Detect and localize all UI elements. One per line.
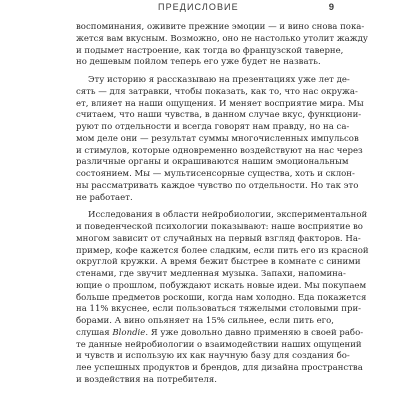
text-line: и поведенческой психологии показывают: наше восприятие во bbox=[76, 222, 363, 232]
text-line: и воздействия на потребителя. bbox=[76, 374, 217, 385]
text-line: различные органы и окрашиваются нашим эмоциональным bbox=[76, 157, 349, 168]
text-line: и стимулов, которые одновременно воздействуют на нас через bbox=[76, 145, 363, 156]
text-line: не работает. bbox=[76, 192, 133, 203]
text-line: борами. А вино опьяняет на 15% сильнее, если пить его, bbox=[76, 316, 334, 326]
page-number: 9 bbox=[328, 2, 334, 13]
text-line: мом деле они — результат суммы многочисленных импульсов bbox=[76, 133, 359, 144]
text-line: Эту историю я рассказываю на презентациях уже лет де- bbox=[88, 75, 350, 85]
text-line: те данные нейробиологии о взаимодействии наших ощущений bbox=[76, 339, 362, 350]
text-line: воспоминания, оживите прежние эмоции — и вино снова пока- bbox=[76, 22, 365, 32]
text-line: но дешевым пойлом теперь его уже будет не назвать. bbox=[76, 57, 321, 68]
paragraph bbox=[76, 22, 368, 69]
paragraph bbox=[76, 210, 369, 386]
text-line: руют по отдельности и всегда говорят нам правду, но на са- bbox=[76, 122, 350, 132]
paragraph bbox=[76, 75, 364, 204]
text-line: больше предметов роскоши, когда нам холодно. Еда покажется bbox=[76, 292, 367, 303]
text-line: ны рассматривать каждое чувство по отдельности. Но так это bbox=[76, 180, 359, 191]
text-line: и подымет настроение, как тогда во французской таверне, bbox=[76, 45, 344, 56]
page-header bbox=[0, 2, 420, 16]
text-line: жется вам вкусным. Возможно, оно не настолько утолит жажду bbox=[76, 33, 368, 44]
body-text bbox=[76, 22, 369, 387]
text-line: ющие о прошлом, побуждают искать новые идеи. Мы покупаем bbox=[76, 280, 367, 291]
text-line: многом зависит от случайных на первый взгляд факторов. На- bbox=[76, 233, 361, 244]
text-line: Исследования в области нейробиологии, экспериментальной bbox=[88, 210, 368, 221]
text-line: считаем, что наши чувства, в данном случае вкус, функциони- bbox=[76, 110, 362, 121]
text-line: сять — для затравки, чтобы показать, как то, что нас окружа- bbox=[76, 86, 358, 97]
text-line: ет, влияет на наши ощущения. И меняет восприятие мира. Мы bbox=[76, 98, 364, 109]
text-line: и чувств и использую их как научную базу для создания бо- bbox=[76, 351, 350, 362]
text-line: пример, кофе кажется более сладким, если пить его из красной bbox=[76, 245, 369, 256]
text-line: на 11% вкуснее, если пользоваться тяжелыми столовыми при- bbox=[76, 304, 362, 315]
text-line: стенами, где звучит медленная музыка. Запахи, напомина- bbox=[76, 269, 346, 279]
text-line: состоянием. Мы — мультисенсорные существа, хоть и склон- bbox=[76, 169, 355, 179]
text-line: округлой кружки. А время бежит быстрее в комнате с синими bbox=[76, 257, 361, 268]
text-line: слушая Blondie. Я уже довольно давно применяю в своей рабо- bbox=[76, 327, 364, 338]
text-line: лее успешных продуктов и брендов, для дизайна пространства bbox=[76, 363, 363, 373]
running-head: ПРЕДИСЛОВИЕ bbox=[158, 2, 239, 12]
